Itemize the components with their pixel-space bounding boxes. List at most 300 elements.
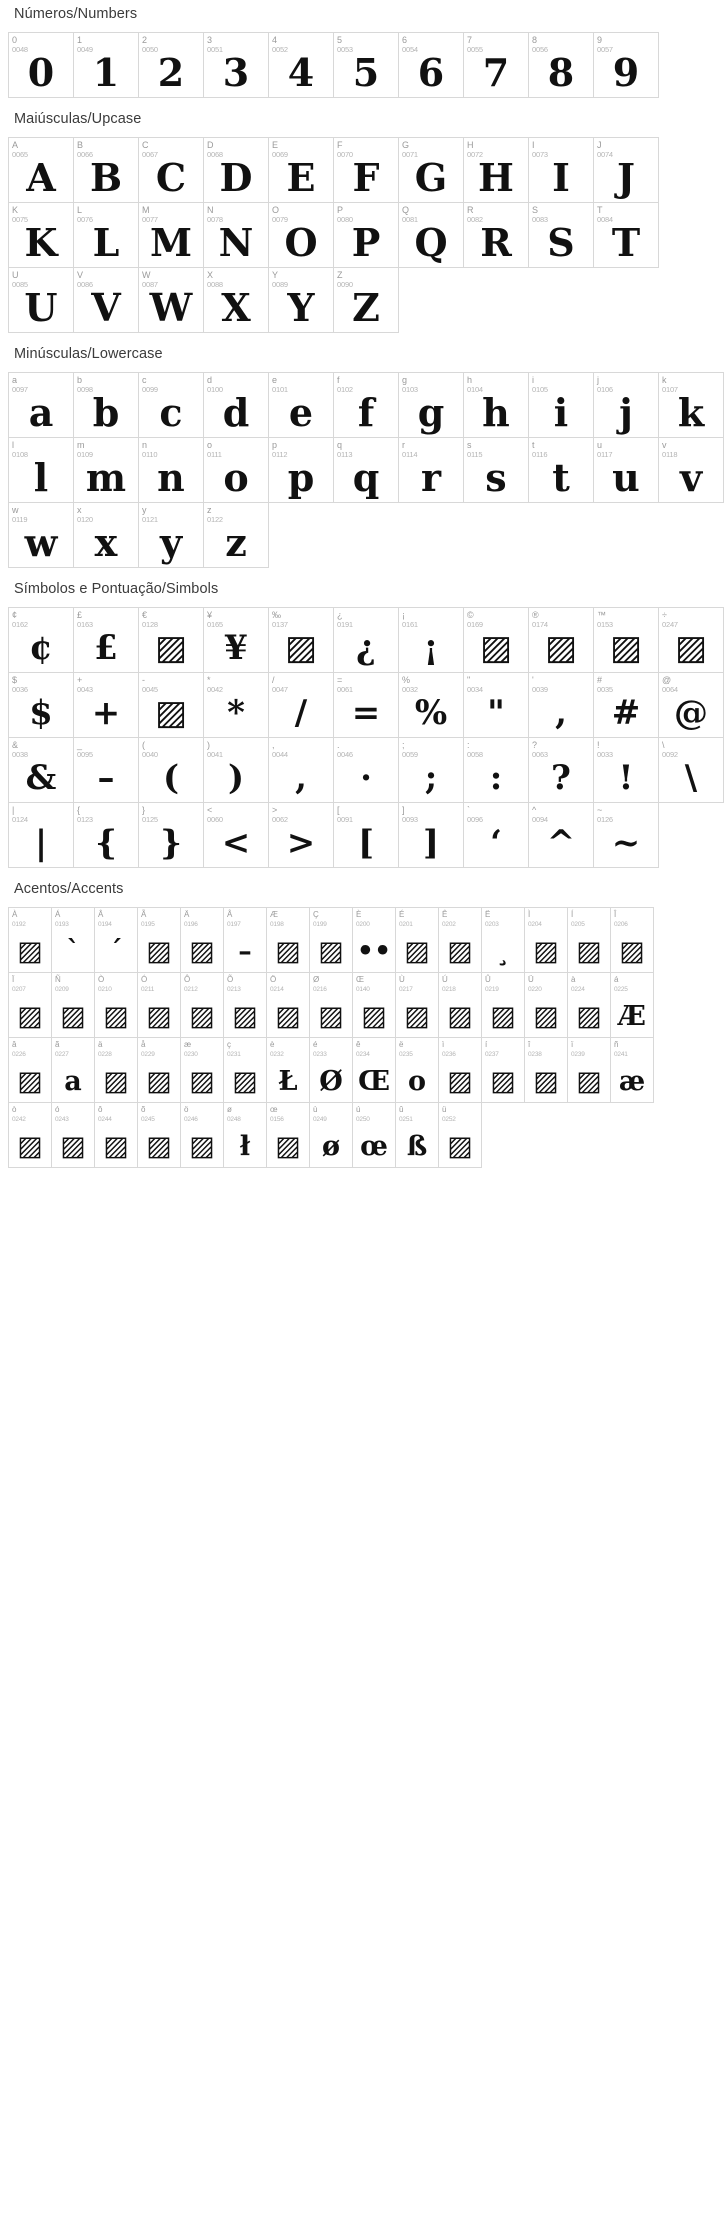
glyph-render: J (617, 155, 635, 200)
glyph-cell[interactable] (658, 372, 724, 438)
glyph-cell[interactable] (395, 907, 439, 973)
glyph-char-label: O (272, 205, 280, 215)
glyph-cell[interactable] (223, 1102, 267, 1168)
glyph-render: •• (356, 936, 392, 967)
glyph-render: Œ (358, 1066, 390, 1097)
glyph-cell[interactable] (203, 672, 269, 738)
glyph-cell[interactable] (8, 372, 74, 438)
glyph-render: " (487, 693, 505, 733)
glyph-cell[interactable] (8, 737, 74, 803)
glyph-cell[interactable] (51, 972, 95, 1038)
glyph-char-label: 2 (142, 35, 148, 45)
glyph-cell[interactable] (203, 32, 269, 98)
glyph-cell[interactable] (203, 502, 269, 568)
glyph-cell[interactable] (138, 737, 204, 803)
glyph-code-label: 0046 (337, 750, 353, 759)
glyph-cell[interactable] (567, 1037, 611, 1103)
glyph-cell[interactable] (333, 737, 399, 803)
glyph-cell[interactable] (463, 32, 529, 98)
glyph-cell[interactable] (203, 267, 269, 333)
glyph-cell[interactable] (203, 437, 269, 503)
glyph-code-label: 0237 (485, 1051, 499, 1058)
glyph-cell[interactable] (138, 372, 204, 438)
glyph-cell[interactable] (180, 907, 224, 973)
glyph-render: ▨ (533, 1001, 559, 1032)
glyph-char-label: v (662, 440, 667, 450)
glyph-code-label: 0126 (597, 815, 613, 824)
glyph-code-label: 0096 (467, 815, 483, 824)
glyph-code-label: 0106 (597, 385, 613, 394)
glyph-code-label: 0192 (12, 921, 26, 928)
glyph-code-label: 0080 (337, 215, 353, 224)
specimen-section (0, 332, 705, 567)
glyph-char-label: o (207, 440, 213, 450)
glyph-cell[interactable] (73, 137, 139, 203)
glyph-render: ▨ (232, 1066, 258, 1097)
glyph-cell[interactable] (203, 202, 269, 268)
glyph-cell[interactable] (463, 372, 529, 438)
glyph-cell[interactable] (528, 737, 594, 803)
glyph-cell[interactable] (463, 802, 529, 868)
glyph-cell[interactable] (51, 1037, 95, 1103)
glyph-cell[interactable] (593, 372, 659, 438)
glyph-cell[interactable] (593, 32, 659, 98)
glyph-cell[interactable] (333, 672, 399, 738)
glyph-row (8, 137, 658, 202)
glyph-cell[interactable] (463, 737, 529, 803)
glyph-cell[interactable] (94, 907, 138, 973)
glyph-render: K (24, 220, 58, 265)
glyph-cell[interactable] (73, 802, 139, 868)
glyph-render: $ (29, 693, 53, 733)
section-title: Minúsculas/Lowercase (14, 346, 163, 362)
glyph-cell[interactable] (333, 372, 399, 438)
glyph-code-label: 0124 (12, 815, 28, 824)
glyph-cell[interactable] (528, 802, 594, 868)
glyph-cell[interactable] (8, 802, 74, 868)
glyph-cell[interactable] (138, 502, 204, 568)
glyph-render: ß (406, 1131, 428, 1162)
glyph-char-label: ø (227, 1105, 232, 1114)
glyph-char-label: ( (142, 740, 145, 750)
glyph-cell[interactable] (137, 907, 181, 973)
glyph-char-label: ` (467, 805, 470, 815)
glyph-char-label: í (485, 1040, 488, 1049)
glyph-cell[interactable] (203, 137, 269, 203)
glyph-cell[interactable] (203, 802, 269, 868)
glyph-cell[interactable] (8, 267, 74, 333)
glyph-code-label: 0218 (442, 986, 456, 993)
glyph-cell[interactable] (610, 907, 654, 973)
glyph-cell[interactable] (438, 972, 482, 1038)
glyph-cell[interactable] (567, 907, 611, 973)
glyph-cell[interactable] (309, 1037, 353, 1103)
glyph-cell[interactable] (138, 267, 204, 333)
glyph-cell[interactable] (51, 907, 95, 973)
glyph-render: O (284, 220, 318, 265)
glyph-cell[interactable] (528, 437, 594, 503)
glyph-cell[interactable] (268, 737, 334, 803)
glyph-row (8, 202, 658, 267)
glyph-cell[interactable] (610, 972, 654, 1038)
glyph-cell[interactable] (658, 737, 724, 803)
glyph-char-label: J (597, 140, 602, 150)
glyph-cell[interactable] (8, 437, 74, 503)
specimen-section (0, 867, 661, 1167)
glyph-cell[interactable] (137, 1037, 181, 1103)
glyph-char-label: ÷ (662, 610, 667, 620)
glyph-cell[interactable] (395, 1102, 439, 1168)
glyph-char-label: ] (402, 805, 405, 815)
glyph-cell[interactable] (8, 1102, 52, 1168)
glyph-cell[interactable] (223, 907, 267, 973)
glyph-cell[interactable] (180, 972, 224, 1038)
glyph-cell[interactable] (481, 1037, 525, 1103)
glyph-char-label: Å (227, 910, 233, 919)
glyph-code-label: 0039 (532, 685, 548, 694)
glyph-cell[interactable] (610, 1037, 654, 1103)
glyph-cell[interactable] (73, 502, 139, 568)
glyph-char-label: î (528, 1040, 531, 1049)
glyph-render: m (85, 455, 127, 500)
glyph-cell[interactable] (593, 137, 659, 203)
glyph-cell[interactable] (352, 1102, 396, 1168)
glyph-char-label: X (207, 270, 214, 280)
glyph-char-label: G (402, 140, 410, 150)
glyph-render: ( (162, 758, 180, 798)
glyph-cell[interactable] (8, 502, 74, 568)
glyph-cell[interactable] (51, 1102, 95, 1168)
glyph-cell[interactable] (268, 672, 334, 738)
glyph-cell[interactable] (398, 32, 464, 98)
glyph-cell[interactable] (593, 802, 659, 868)
glyph-cell[interactable] (268, 267, 334, 333)
glyph-cell[interactable] (463, 437, 529, 503)
glyph-char-label: s (467, 440, 472, 450)
glyph-cell[interactable] (395, 972, 439, 1038)
glyph-cell[interactable] (658, 437, 724, 503)
glyph-char-label: Ï (12, 975, 15, 984)
glyph-render: ` (66, 936, 80, 967)
glyph-code-label: 0137 (272, 620, 288, 629)
glyph-code-label: 0241 (614, 1051, 628, 1058)
glyph-cell[interactable] (658, 672, 724, 738)
glyph-render: ▨ (146, 936, 172, 967)
glyph-cell[interactable] (94, 1037, 138, 1103)
glyph-cell[interactable] (333, 137, 399, 203)
glyph-cell[interactable] (463, 607, 529, 673)
glyph-cell[interactable] (138, 672, 204, 738)
glyph-code-label: 0217 (399, 986, 413, 993)
glyph-code-label: 0242 (12, 1116, 26, 1123)
glyph-cell[interactable] (352, 972, 396, 1038)
glyph-cell[interactable] (593, 607, 659, 673)
glyph-cell[interactable] (333, 437, 399, 503)
glyph-char-label: A (12, 140, 19, 150)
glyph-cell[interactable] (398, 372, 464, 438)
glyph-code-label: 0229 (141, 1051, 155, 1058)
glyph-render: ▨ (619, 936, 645, 967)
glyph-char-label: æ (184, 1040, 192, 1049)
glyph-render: U (24, 285, 58, 330)
glyph-char-label: Ì (528, 910, 531, 919)
glyph-code-label: 0209 (55, 986, 69, 993)
glyph-cell[interactable] (333, 202, 399, 268)
glyph-cell[interactable] (398, 802, 464, 868)
glyph-cell[interactable] (395, 1037, 439, 1103)
glyph-code-label: 0079 (272, 215, 288, 224)
glyph-char-label: Ü (528, 975, 534, 984)
glyph-cell[interactable] (398, 737, 464, 803)
glyph-cell[interactable] (203, 737, 269, 803)
glyph-row (8, 372, 723, 437)
glyph-cell[interactable] (8, 202, 74, 268)
glyph-render: b (92, 390, 120, 435)
glyph-char-label: : (467, 740, 470, 750)
glyph-cell[interactable] (223, 1037, 267, 1103)
glyph-char-label: ) (207, 740, 210, 750)
glyph-render: T (611, 220, 641, 265)
glyph-code-label: 0038 (12, 750, 28, 759)
glyph-code-label: 0245 (141, 1116, 155, 1123)
glyph-code-label: 0089 (272, 280, 288, 289)
glyph-render: @ (674, 693, 708, 733)
glyph-char-label: $ (12, 675, 18, 685)
glyph-cell[interactable] (268, 437, 334, 503)
glyph-char-label: u (597, 440, 603, 450)
glyph-cell[interactable] (593, 437, 659, 503)
glyph-cell[interactable] (352, 1037, 396, 1103)
glyph-cell[interactable] (398, 137, 464, 203)
glyph-render: / (294, 693, 308, 733)
glyph-cell[interactable] (398, 202, 464, 268)
glyph-cell[interactable] (481, 907, 525, 973)
glyph-cell[interactable] (8, 972, 52, 1038)
glyph-cell[interactable] (73, 437, 139, 503)
glyph-code-label: 0084 (597, 215, 613, 224)
glyph-cell[interactable] (138, 802, 204, 868)
glyph-code-label: 0058 (467, 750, 483, 759)
glyph-cell[interactable] (528, 202, 594, 268)
glyph-cell[interactable] (73, 267, 139, 333)
glyph-cell[interactable] (73, 32, 139, 98)
glyph-cell[interactable] (352, 907, 396, 973)
glyph-cell[interactable] (524, 907, 568, 973)
glyph-render: x (94, 520, 118, 565)
glyph-render: P (351, 220, 381, 265)
glyph-cell[interactable] (8, 672, 74, 738)
glyph-cell[interactable] (593, 737, 659, 803)
glyph-cell[interactable] (333, 32, 399, 98)
glyph-cell[interactable] (266, 907, 310, 973)
glyph-render: ¸ (496, 936, 510, 967)
glyph-cell[interactable] (309, 972, 353, 1038)
glyph-code-label: 0103 (402, 385, 418, 394)
glyph-code-label: 0230 (184, 1051, 198, 1058)
glyph-cell[interactable] (8, 32, 74, 98)
glyph-cell[interactable] (223, 972, 267, 1038)
glyph-cell[interactable] (398, 672, 464, 738)
glyph-cell[interactable] (593, 202, 659, 268)
glyph-cell[interactable] (266, 1037, 310, 1103)
glyph-cell[interactable] (268, 32, 334, 98)
glyph-char-label: Q (402, 205, 410, 215)
glyph-cell[interactable] (524, 1037, 568, 1103)
glyph-code-label: 0211 (141, 986, 155, 993)
glyph-cell[interactable] (138, 607, 204, 673)
glyph-cell[interactable] (268, 607, 334, 673)
glyph-char-label: D (207, 140, 214, 150)
glyph-render: ▨ (490, 1001, 516, 1032)
glyph-char-label: ‰ (272, 610, 281, 620)
glyph-render: ▨ (17, 1131, 43, 1162)
glyph-cell[interactable] (138, 437, 204, 503)
glyph-code-label: 0163 (77, 620, 93, 629)
glyph-cell[interactable] (567, 972, 611, 1038)
glyph-char-label: h (467, 375, 473, 385)
glyph-code-label: 0228 (98, 1051, 112, 1058)
glyph-char-label: å (141, 1040, 146, 1049)
glyph-char-label: 3 (207, 35, 213, 45)
glyph-cell[interactable] (73, 372, 139, 438)
glyph-code-label: 0105 (532, 385, 548, 394)
glyph-cell[interactable] (333, 802, 399, 868)
glyph-cell[interactable] (266, 972, 310, 1038)
glyph-cell[interactable] (481, 972, 525, 1038)
glyph-cell[interactable] (138, 202, 204, 268)
glyph-code-label: 0047 (272, 685, 288, 694)
glyph-cell[interactable] (138, 137, 204, 203)
glyph-code-label: 0216 (313, 986, 327, 993)
glyph-cell[interactable] (73, 737, 139, 803)
glyph-char-label: 0 (12, 35, 18, 45)
glyph-cell[interactable] (463, 137, 529, 203)
glyph-cell[interactable] (658, 607, 724, 673)
glyph-cell[interactable] (438, 1037, 482, 1103)
glyph-cell[interactable] (268, 202, 334, 268)
glyph-cell[interactable] (528, 372, 594, 438)
glyph-cell[interactable] (94, 1102, 138, 1168)
glyph-code-label: 0061 (337, 685, 353, 694)
glyph-cell[interactable] (309, 907, 353, 973)
glyph-cell[interactable] (438, 907, 482, 973)
glyph-cell[interactable] (180, 1037, 224, 1103)
glyph-code-label: 0203 (485, 921, 499, 928)
glyph-char-label: ù (313, 1105, 318, 1114)
glyph-cell[interactable] (528, 137, 594, 203)
glyph-code-label: 0055 (467, 45, 483, 54)
glyph-char-label: f (337, 375, 340, 385)
glyph-cell[interactable] (398, 607, 464, 673)
glyph-render: 4 (287, 50, 315, 95)
glyph-cell[interactable] (524, 972, 568, 1038)
glyph-cell[interactable] (268, 372, 334, 438)
glyph-char-label: Í (571, 910, 574, 919)
glyph-char-label: õ (141, 1105, 146, 1114)
glyph-render: * (227, 693, 245, 733)
glyph-cell[interactable] (528, 607, 594, 673)
glyph-code-label: 0226 (12, 1051, 26, 1058)
glyph-render: 8 (547, 50, 575, 95)
glyph-cell[interactable] (73, 672, 139, 738)
glyph-char-label: M (142, 205, 150, 215)
glyph-cell[interactable] (8, 907, 52, 973)
glyph-render: ▨ (189, 936, 215, 967)
glyph-cell[interactable] (180, 1102, 224, 1168)
glyph-cell[interactable] (8, 607, 74, 673)
glyph-cell[interactable] (333, 607, 399, 673)
glyph-code-label: 0070 (337, 150, 353, 159)
glyph-code-label: 0052 (272, 45, 288, 54)
glyph-cell[interactable] (593, 672, 659, 738)
glyph-render: | (34, 823, 48, 863)
glyph-cell[interactable] (203, 372, 269, 438)
glyph-cell[interactable] (268, 137, 334, 203)
glyph-char-label: Á (55, 910, 61, 919)
glyph-render: h (482, 390, 510, 435)
glyph-char-label: Û (485, 975, 491, 984)
glyph-cell[interactable] (73, 607, 139, 673)
glyph-cell[interactable] (8, 137, 74, 203)
glyph-code-label: 0156 (270, 1116, 284, 1123)
glyph-code-label: 0250 (356, 1116, 370, 1123)
glyph-char-label: i (532, 375, 534, 385)
glyph-char-label: ? (532, 740, 538, 750)
glyph-cell[interactable] (137, 972, 181, 1038)
glyph-cell[interactable] (138, 32, 204, 98)
glyph-cell[interactable] (203, 607, 269, 673)
glyph-code-label: 0119 (12, 515, 28, 524)
glyph-render: ▨ (189, 1131, 215, 1162)
glyph-grid (0, 607, 708, 867)
glyph-render: ▨ (154, 628, 188, 668)
glyph-code-label: 0090 (337, 280, 353, 289)
glyph-code-label: 0113 (337, 450, 353, 459)
glyph-render: X (221, 285, 251, 330)
glyph-row (8, 1102, 481, 1167)
glyph-cell[interactable] (528, 672, 594, 738)
glyph-cell[interactable] (137, 1102, 181, 1168)
glyph-cell[interactable] (398, 437, 464, 503)
glyph-code-label: 0213 (227, 986, 241, 993)
glyph-code-label: 0045 (142, 685, 158, 694)
glyph-cell[interactable] (266, 1102, 310, 1168)
glyph-cell[interactable] (463, 202, 529, 268)
glyph-code-label: 0125 (142, 815, 158, 824)
glyph-cell[interactable] (463, 672, 529, 738)
glyph-char-label: Y (272, 270, 279, 280)
glyph-render: 0 (27, 50, 55, 95)
glyph-cell[interactable] (333, 267, 399, 333)
glyph-cell[interactable] (94, 972, 138, 1038)
glyph-cell[interactable] (438, 1102, 482, 1168)
glyph-char-label: 4 (272, 35, 278, 45)
glyph-cell[interactable] (309, 1102, 353, 1168)
glyph-char-label: è (270, 1040, 275, 1049)
glyph-code-label: 0198 (270, 921, 284, 928)
glyph-code-label: 0054 (402, 45, 418, 54)
glyph-cell[interactable] (528, 32, 594, 98)
glyph-render: % (414, 693, 448, 733)
glyph-code-label: 0108 (12, 450, 28, 459)
glyph-code-label: 0104 (467, 385, 483, 394)
glyph-row (8, 907, 653, 972)
glyph-char-label: r (402, 440, 405, 450)
glyph-cell[interactable] (8, 1037, 52, 1103)
glyph-render: N (218, 220, 254, 265)
glyph-cell[interactable] (73, 202, 139, 268)
glyph-cell[interactable] (268, 802, 334, 868)
